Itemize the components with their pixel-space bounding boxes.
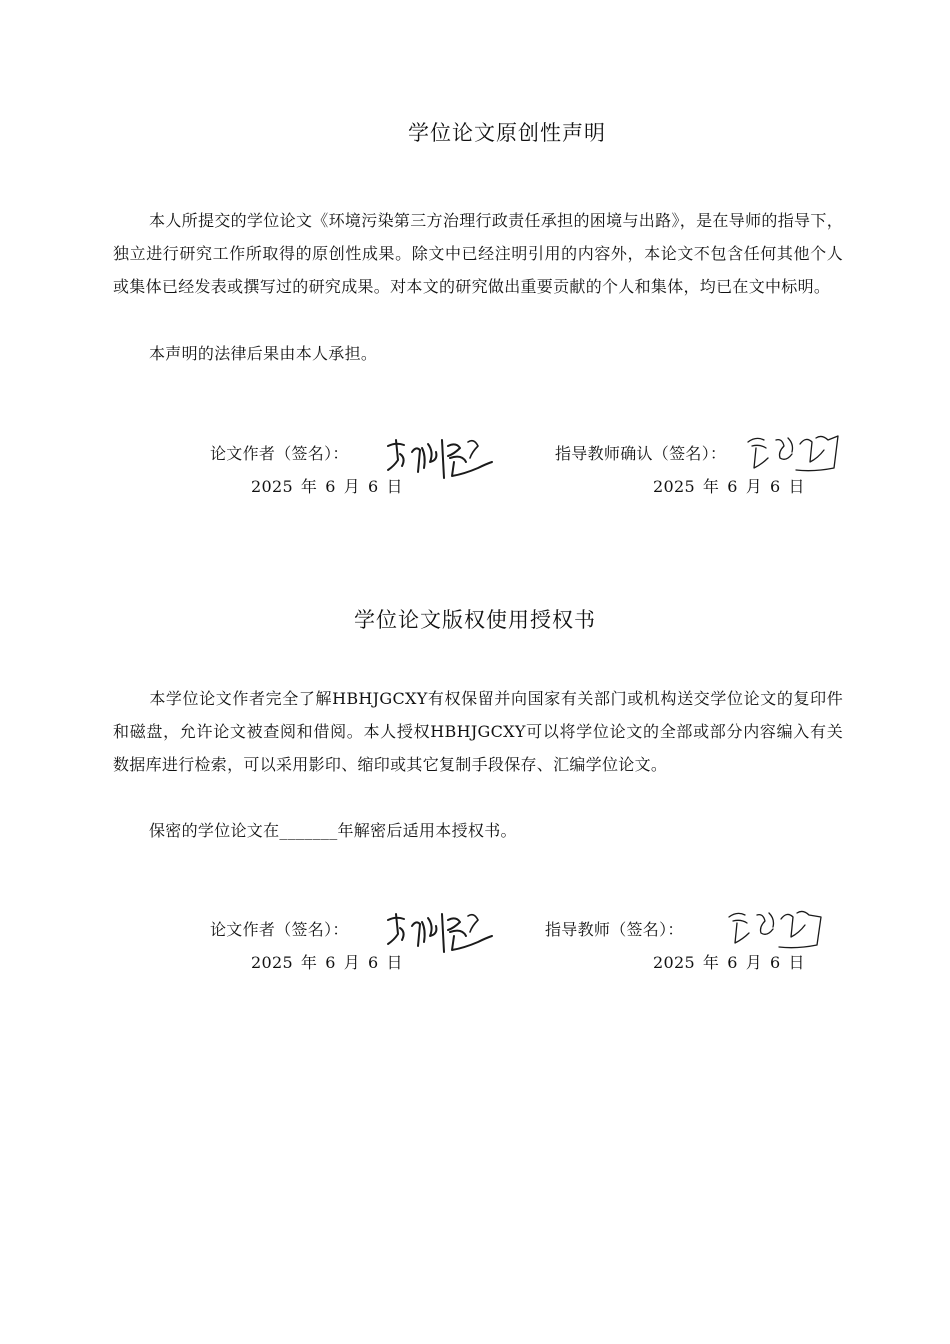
declaration-author-date: 2025 年 6 月 6 日: [251, 477, 403, 496]
authorization-paragraph-text: 本学位论文作者完全了解HBHJGCXY有权保留并向国家有关部门或机构送交学位论文的复印件和磁盘，允许论文被查阅和借阅。本人授权HBHJGCXY可以将学位论文的全部或部分内容编入有关数据库进行检索，可以采用影印、缩印或其它复制手段保存、汇编学位论文。: [113, 689, 843, 774]
author-date-day: 6: [368, 477, 379, 496]
authorization-author-date: 2025 年 6 月 6 日: [251, 953, 403, 972]
declaration-title: 学位论文原创性声明: [408, 121, 606, 145]
advisor-date-month: 6: [727, 477, 738, 496]
declaration-advisor-date: 2025 年 6 月 6 日: [653, 477, 805, 496]
author-date-month: 6: [325, 477, 336, 496]
advisor-date-year: 2025: [653, 953, 695, 972]
authorization-paragraph: [113, 682, 843, 781]
authorization-advisor-date: 2025 年 6 月 6 日: [653, 953, 805, 972]
authorization-advisor-label: 指导教师（签名）：: [545, 920, 684, 939]
confidential-statement: 保密的学位论文在_______年解密后适用本授权书。: [149, 821, 517, 840]
authorization-title: 学位论文版权使用授权书: [354, 608, 596, 632]
declaration-author-label: 论文作者（签名）：: [210, 444, 349, 463]
advisor-signature-2: [725, 903, 825, 953]
declaration-advisor-label: 指导教师确认（签名）：: [555, 444, 727, 463]
author-date-day: 6: [368, 953, 379, 972]
declaration-statement: 本声明的法律后果由本人承担。: [149, 344, 378, 363]
advisor-signature-1: [744, 428, 844, 476]
author-date-year: 2025: [251, 477, 293, 496]
authorization-author-label: 论文作者（签名）：: [210, 920, 349, 939]
advisor-date-month: 6: [727, 953, 738, 972]
advisor-date-day: 6: [770, 953, 781, 972]
advisor-date-year: 2025: [653, 477, 695, 496]
author-date-year: 2025: [251, 953, 293, 972]
advisor-date-day: 6: [770, 477, 781, 496]
author-date-month: 6: [325, 953, 336, 972]
declaration-paragraph: [113, 204, 843, 303]
declaration-paragraph-text: 本人所提交的学位论文《环境污染第三方治理行政责任承担的困境与出路》，是在导师的指导下，独立进行研究工作所取得的原创性成果。除文中已经注明引用的内容外，本论文不包含任何其他个人或集体已经发表或撰写过的研究成果。对本文的研究做出重要贡献的个人和集体，均已在文中标明。: [113, 211, 843, 296]
